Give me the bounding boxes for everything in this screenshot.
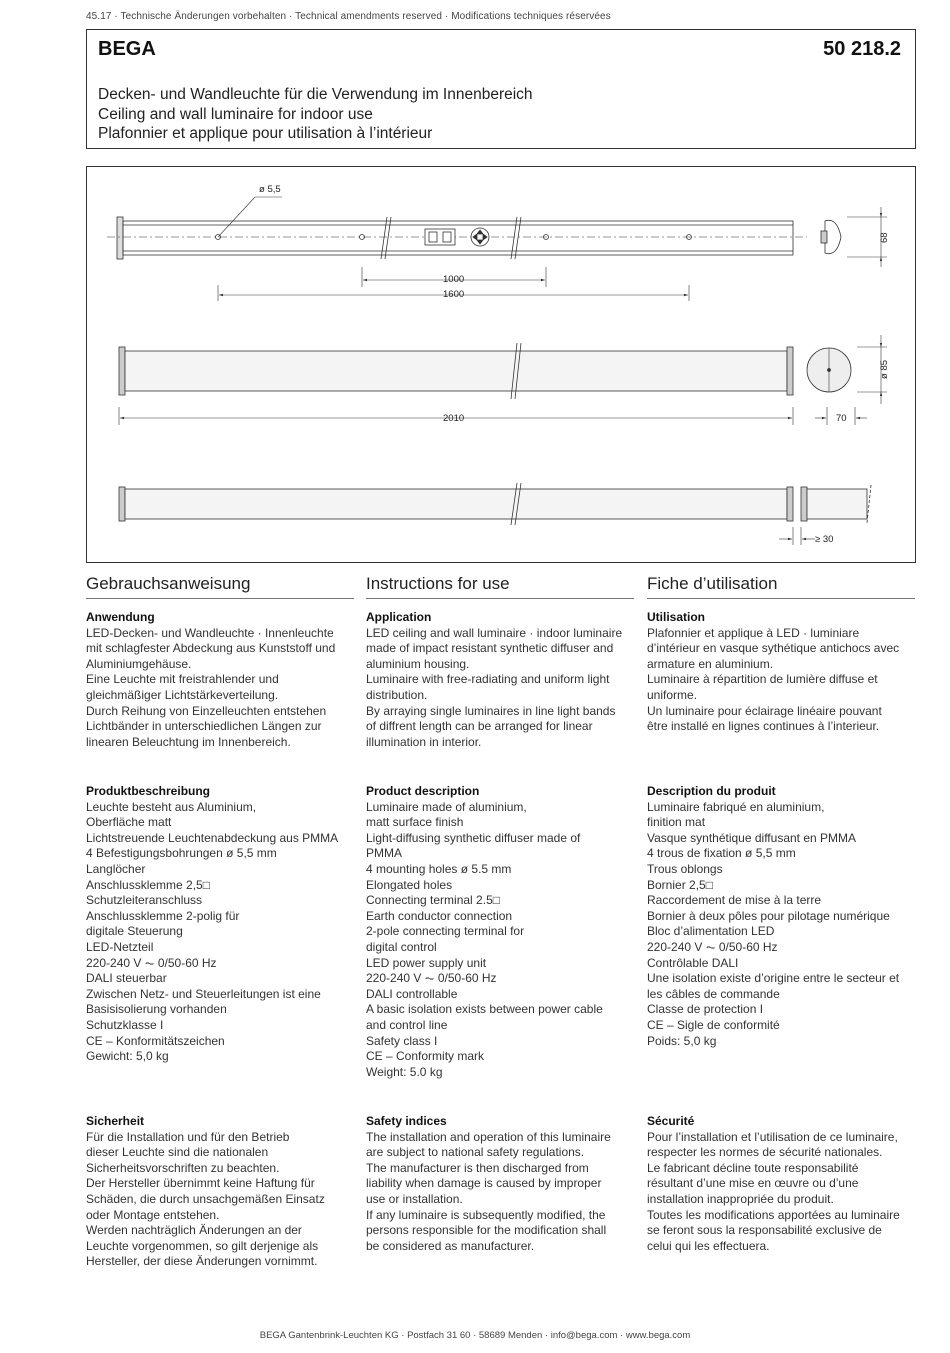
section-title: Product description <box>366 784 480 798</box>
dim-1000: 1000 <box>443 274 465 285</box>
section-title: Sécurité <box>647 1114 695 1128</box>
dim-30: ≥ 30 <box>815 534 834 545</box>
text-line: Luminaire made of aluminium, <box>366 799 527 814</box>
text-line: use or installation. <box>366 1191 463 1206</box>
text-line: 4 mounting holes ø 5.5 mm <box>366 861 512 876</box>
text-line: Weight: 5.0 kg <box>366 1064 443 1079</box>
section-product-description <box>647 784 915 1049</box>
section-title: Utilisation <box>647 610 706 624</box>
text-line: 220-240 V ⏦ 0/50-60 Hz <box>647 939 778 954</box>
hole-label: ø 5,5 <box>259 184 281 195</box>
text-line: celui qui les effectuera. <box>647 1238 770 1253</box>
text-line: 4 trous de fixation ø 5,5 mm <box>647 846 796 861</box>
text-line: installation inappropriée du produit. <box>647 1191 834 1206</box>
text-line: CE – Conformity mark <box>366 1049 485 1064</box>
text-line: les câbles de commande <box>647 986 780 1001</box>
text-line: Poids: 5,0 kg <box>647 1033 717 1048</box>
text-line: 2-pole connecting terminal for <box>366 924 525 939</box>
text-line: LED power supply unit <box>366 955 487 970</box>
text-line: Leuchte vorgenommen, so gilt derjenige als <box>86 1238 319 1253</box>
text-line: Anschlussklemme 2,5□ <box>86 877 210 892</box>
text-line: Oberfläche matt <box>86 815 172 830</box>
text-line: Leuchte besteht aus Aluminium, <box>86 799 257 814</box>
dim-85: ø 85 <box>879 359 890 379</box>
text-line: résultant d’une mise en œuvre ou d’une <box>647 1176 859 1191</box>
text-line: Schutzleiteranschluss <box>86 893 203 908</box>
text-line: Eine Leuchte mit freistrahlender und <box>86 672 279 687</box>
text-line: mit schlagfester Abdeckung aus Kunststoff und <box>86 641 336 656</box>
text-line: Hersteller, der diese Änderungen vornimmt. <box>86 1254 318 1269</box>
text-line: Trous oblongs <box>647 861 723 876</box>
product-titles <box>98 85 533 144</box>
text-line: Lichtbänder in unterschiedlichen Längen zur <box>86 719 322 734</box>
line-arrangement-view <box>119 483 871 545</box>
text-line: A basic isolation exists between power cable <box>366 1002 603 1017</box>
text-line: Sicherheitsvorschriften zu beachten. <box>86 1160 280 1175</box>
text-line: Langlöcher <box>86 861 146 876</box>
section-application <box>366 610 634 750</box>
text-line: Bloc d’alimentation LED <box>647 924 775 939</box>
text-line: Safety class I <box>366 1033 438 1048</box>
text-line: Schutzklasse I <box>86 1017 164 1032</box>
section-title: Description du produit <box>647 784 776 798</box>
column-heading: Fiche d’utilisation <box>647 574 915 599</box>
text-line: finition mat <box>647 815 706 830</box>
text-line: uniforme. <box>647 687 698 702</box>
top-view <box>107 197 807 259</box>
title-de: Decken- und Wandleuchte für die Verwendung im Innenbereich <box>98 86 533 103</box>
section-application <box>86 610 354 750</box>
text-line: LED-Netzteil <box>86 939 154 954</box>
column-english <box>366 574 634 1253</box>
text-line: matt surface finish <box>366 815 464 830</box>
column-heading: Instructions for use <box>366 574 634 599</box>
dim-1600: 1600 <box>443 289 465 300</box>
section-title: Anwendung <box>86 610 155 624</box>
text-line: Vasque synthétique diffusant en PMMA <box>647 830 857 845</box>
text-line: digitale Steuerung <box>86 924 183 939</box>
text-line: CE – Konformitätszeichen <box>86 1033 225 1048</box>
text-line: Basisisolierung vorhanden <box>86 1002 227 1017</box>
dim-68: 68 <box>879 232 890 243</box>
text-line: Bornier à deux pôles pour pilotage numérique <box>647 908 890 923</box>
text-line: 4 Befestigungsbohrungen ø 5,5 mm <box>86 846 277 861</box>
text-line: Lichtstreuende Leuchtenabdeckung aus PMMA <box>86 830 339 845</box>
text-line: PMMA <box>366 846 402 861</box>
text-line: of diffrent length can be arranged for linear <box>366 719 593 734</box>
text-line: se feront sous la responsabilité exclusive de <box>647 1223 882 1238</box>
text-line: distribution. <box>366 687 428 702</box>
text-line: respecter les normes de sécurité nationales. <box>647 1145 883 1160</box>
drawing-svg <box>87 167 917 564</box>
text-line: Durch Reihung von Einzelleuchten entstehen <box>86 703 327 718</box>
text-line: Light-diffusing synthetic diffuser made of <box>366 830 581 845</box>
brand-name: BEGA <box>98 38 156 60</box>
amendments-notice: 45.17 · Technische Änderungen vorbehalten · Technical amendments reserved · Modifications techniques réservées <box>86 11 611 22</box>
text-line: Contrôlable DALI <box>647 955 739 970</box>
section-product-description <box>86 784 354 1065</box>
dim-70: 70 <box>836 413 847 424</box>
text-line: digital control <box>366 939 437 954</box>
section-title: Application <box>366 610 432 624</box>
text-line: Luminaire à répartition de lumière diffuse et <box>647 672 878 687</box>
text-line: By arraying single luminaires in line light bands <box>366 703 616 718</box>
article-number: 50 218.2 <box>823 38 901 60</box>
text-line: illumination in interior. <box>366 734 482 749</box>
text-line: aluminium housing. <box>366 656 470 671</box>
text-line: and control line <box>366 1017 448 1032</box>
section-application <box>647 610 915 735</box>
text-line: DALI steuerbar <box>86 971 167 986</box>
text-line: Connecting terminal 2.5□ <box>366 893 500 908</box>
text-line: CE – Sigle de conformité <box>647 1017 780 1032</box>
text-line: Gewicht: 5,0 kg <box>86 1049 169 1064</box>
text-line: d’intérieur en vasque sythétique antichocs avec <box>647 641 900 656</box>
text-line: Classe de protection I <box>647 1002 764 1017</box>
header-box <box>86 29 916 149</box>
footer-address: BEGA Gantenbrink-Leuchten KG · Postfach 31 60 · 58689 Menden · info@bega.com · www.bega.com <box>259 1330 691 1341</box>
technical-drawing <box>86 166 916 563</box>
text-line: armature en aluminium. <box>647 656 774 671</box>
title-fr: Plafonnier et applique pour utilisation à l’intérieur <box>98 125 433 142</box>
section-title: Safety indices <box>366 1114 447 1128</box>
column-heading: Gebrauchsanweisung <box>86 574 354 599</box>
text-line: made of impact resistant synthetic diffuser and <box>366 641 614 656</box>
text-line: Raccordement de mise à la terre <box>647 893 822 908</box>
text-line: LED ceiling and wall luminaire · indoor luminaire <box>366 625 623 640</box>
text-line: Zwischen Netz- und Steuerleitungen ist eine <box>86 986 321 1001</box>
text-line: Schäden, die durch unsachgemäßen Einsatz <box>86 1191 325 1206</box>
text-line: The manufacturer is then discharged from <box>366 1160 589 1175</box>
section-product-description <box>366 784 634 1080</box>
text-line: Anschlussklemme 2-polig für <box>86 908 240 923</box>
text-line: dieser Leuchte sind die nationalen <box>86 1145 269 1160</box>
side-view <box>119 335 887 404</box>
text-line: DALI controllable <box>366 986 458 1001</box>
text-line: Elongated holes <box>366 877 453 892</box>
text-line: liability when damage is caused by improper <box>366 1176 602 1191</box>
text-line: Luminaire fabriqué en aluminium, <box>647 799 825 814</box>
text-line: Toutes les modifications apportées au luminaire <box>647 1207 900 1222</box>
section-safety <box>86 1114 354 1270</box>
text-line: Luminaire with free-radiating and uniform light <box>366 672 610 687</box>
text-line: Pour l’installation et l’utilisation de ce luminaire, <box>647 1129 898 1144</box>
text-line: are subject to national safety regulations. <box>366 1145 585 1160</box>
end-profile <box>821 207 887 267</box>
dim-2010: 2010 <box>443 413 465 424</box>
text-line: Earth conductor connection <box>366 908 513 923</box>
text-line: linearen Beleuchtung im Innenbereich. <box>86 734 291 749</box>
text-line: Aluminiumgehäuse. <box>86 656 192 671</box>
text-line: Le fabricant décline toute responsabilité <box>647 1160 859 1175</box>
text-line: If any luminaire is subsequently modified, the <box>366 1207 606 1222</box>
text-line: persons responsible for the modification shall <box>366 1223 607 1238</box>
text-line: Plafonnier et applique à LED · luminiare <box>647 625 860 640</box>
text-line: 220-240 V ⏦ 0/50-60 Hz <box>366 971 497 986</box>
text-line: être installé en lignes continues à l’interieur. <box>647 719 880 734</box>
text-line: Une isolation existe d’origine entre le secteur et <box>647 971 900 986</box>
text-line: The installation and operation of this luminaire <box>366 1129 611 1144</box>
text-line: Für die Installation und für den Betrieb <box>86 1129 290 1144</box>
text-line: Der Hersteller übernimmt keine Haftung für <box>86 1176 315 1191</box>
section-safety <box>647 1114 915 1254</box>
section-title: Sicherheit <box>86 1114 145 1128</box>
text-line: be considered as manufacturer. <box>366 1238 535 1253</box>
text-line: oder Montage entstehen. <box>86 1207 220 1222</box>
text-line: Werden nachträglich Änderungen an der <box>86 1223 302 1238</box>
text-line: 220-240 V ⏦ 0/50-60 Hz <box>86 955 217 970</box>
section-title: Produktbeschreibung <box>86 784 211 798</box>
column-german <box>86 574 354 1269</box>
title-en: Ceiling and wall luminaire for indoor use <box>98 105 373 123</box>
text-line: gleichmäßiger Lichtstärkeverteilung. <box>86 687 279 702</box>
section-safety <box>366 1114 634 1254</box>
column-french <box>647 574 915 1253</box>
text-line: Bornier 2,5□ <box>647 877 713 892</box>
text-line: Un luminaire pour éclairage linéaire pouvant <box>647 703 882 718</box>
text-line: LED-Decken- und Wandleuchte · Innenleuchte <box>86 625 334 640</box>
